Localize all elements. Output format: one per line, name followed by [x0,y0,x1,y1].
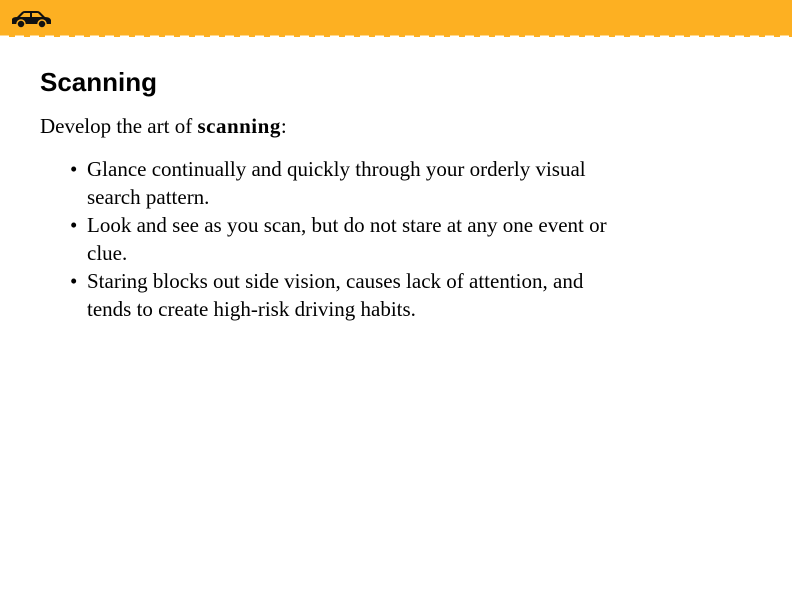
header-band-graphic [0,0,792,40]
bullet-list [70,155,630,323]
intro-suffix: : [280,114,287,138]
slide-title: Scanning [40,67,158,97]
bullet-text: Staring blocks out side vision, causes lack of attention, and tends to create high-risk driving habits. [87,269,584,321]
intro-prefix: Develop the art of [40,114,198,138]
bullet-text: Look and see as you scan, but do not stare at any one event or clue. [87,213,607,265]
bullet-item [70,211,630,267]
bullet-dot: • [70,157,78,181]
bullet-item [70,155,630,211]
bullet-dot: • [70,213,78,237]
bullet-dot: • [70,269,78,293]
intro-text [40,114,287,139]
intro-bold-term: scanning [197,114,281,138]
car-icon [10,9,52,29]
header-band [0,0,792,40]
bullet-text: Glance continually and quickly through your orderly visual search pattern. [87,157,586,209]
bullet-item [70,267,630,323]
